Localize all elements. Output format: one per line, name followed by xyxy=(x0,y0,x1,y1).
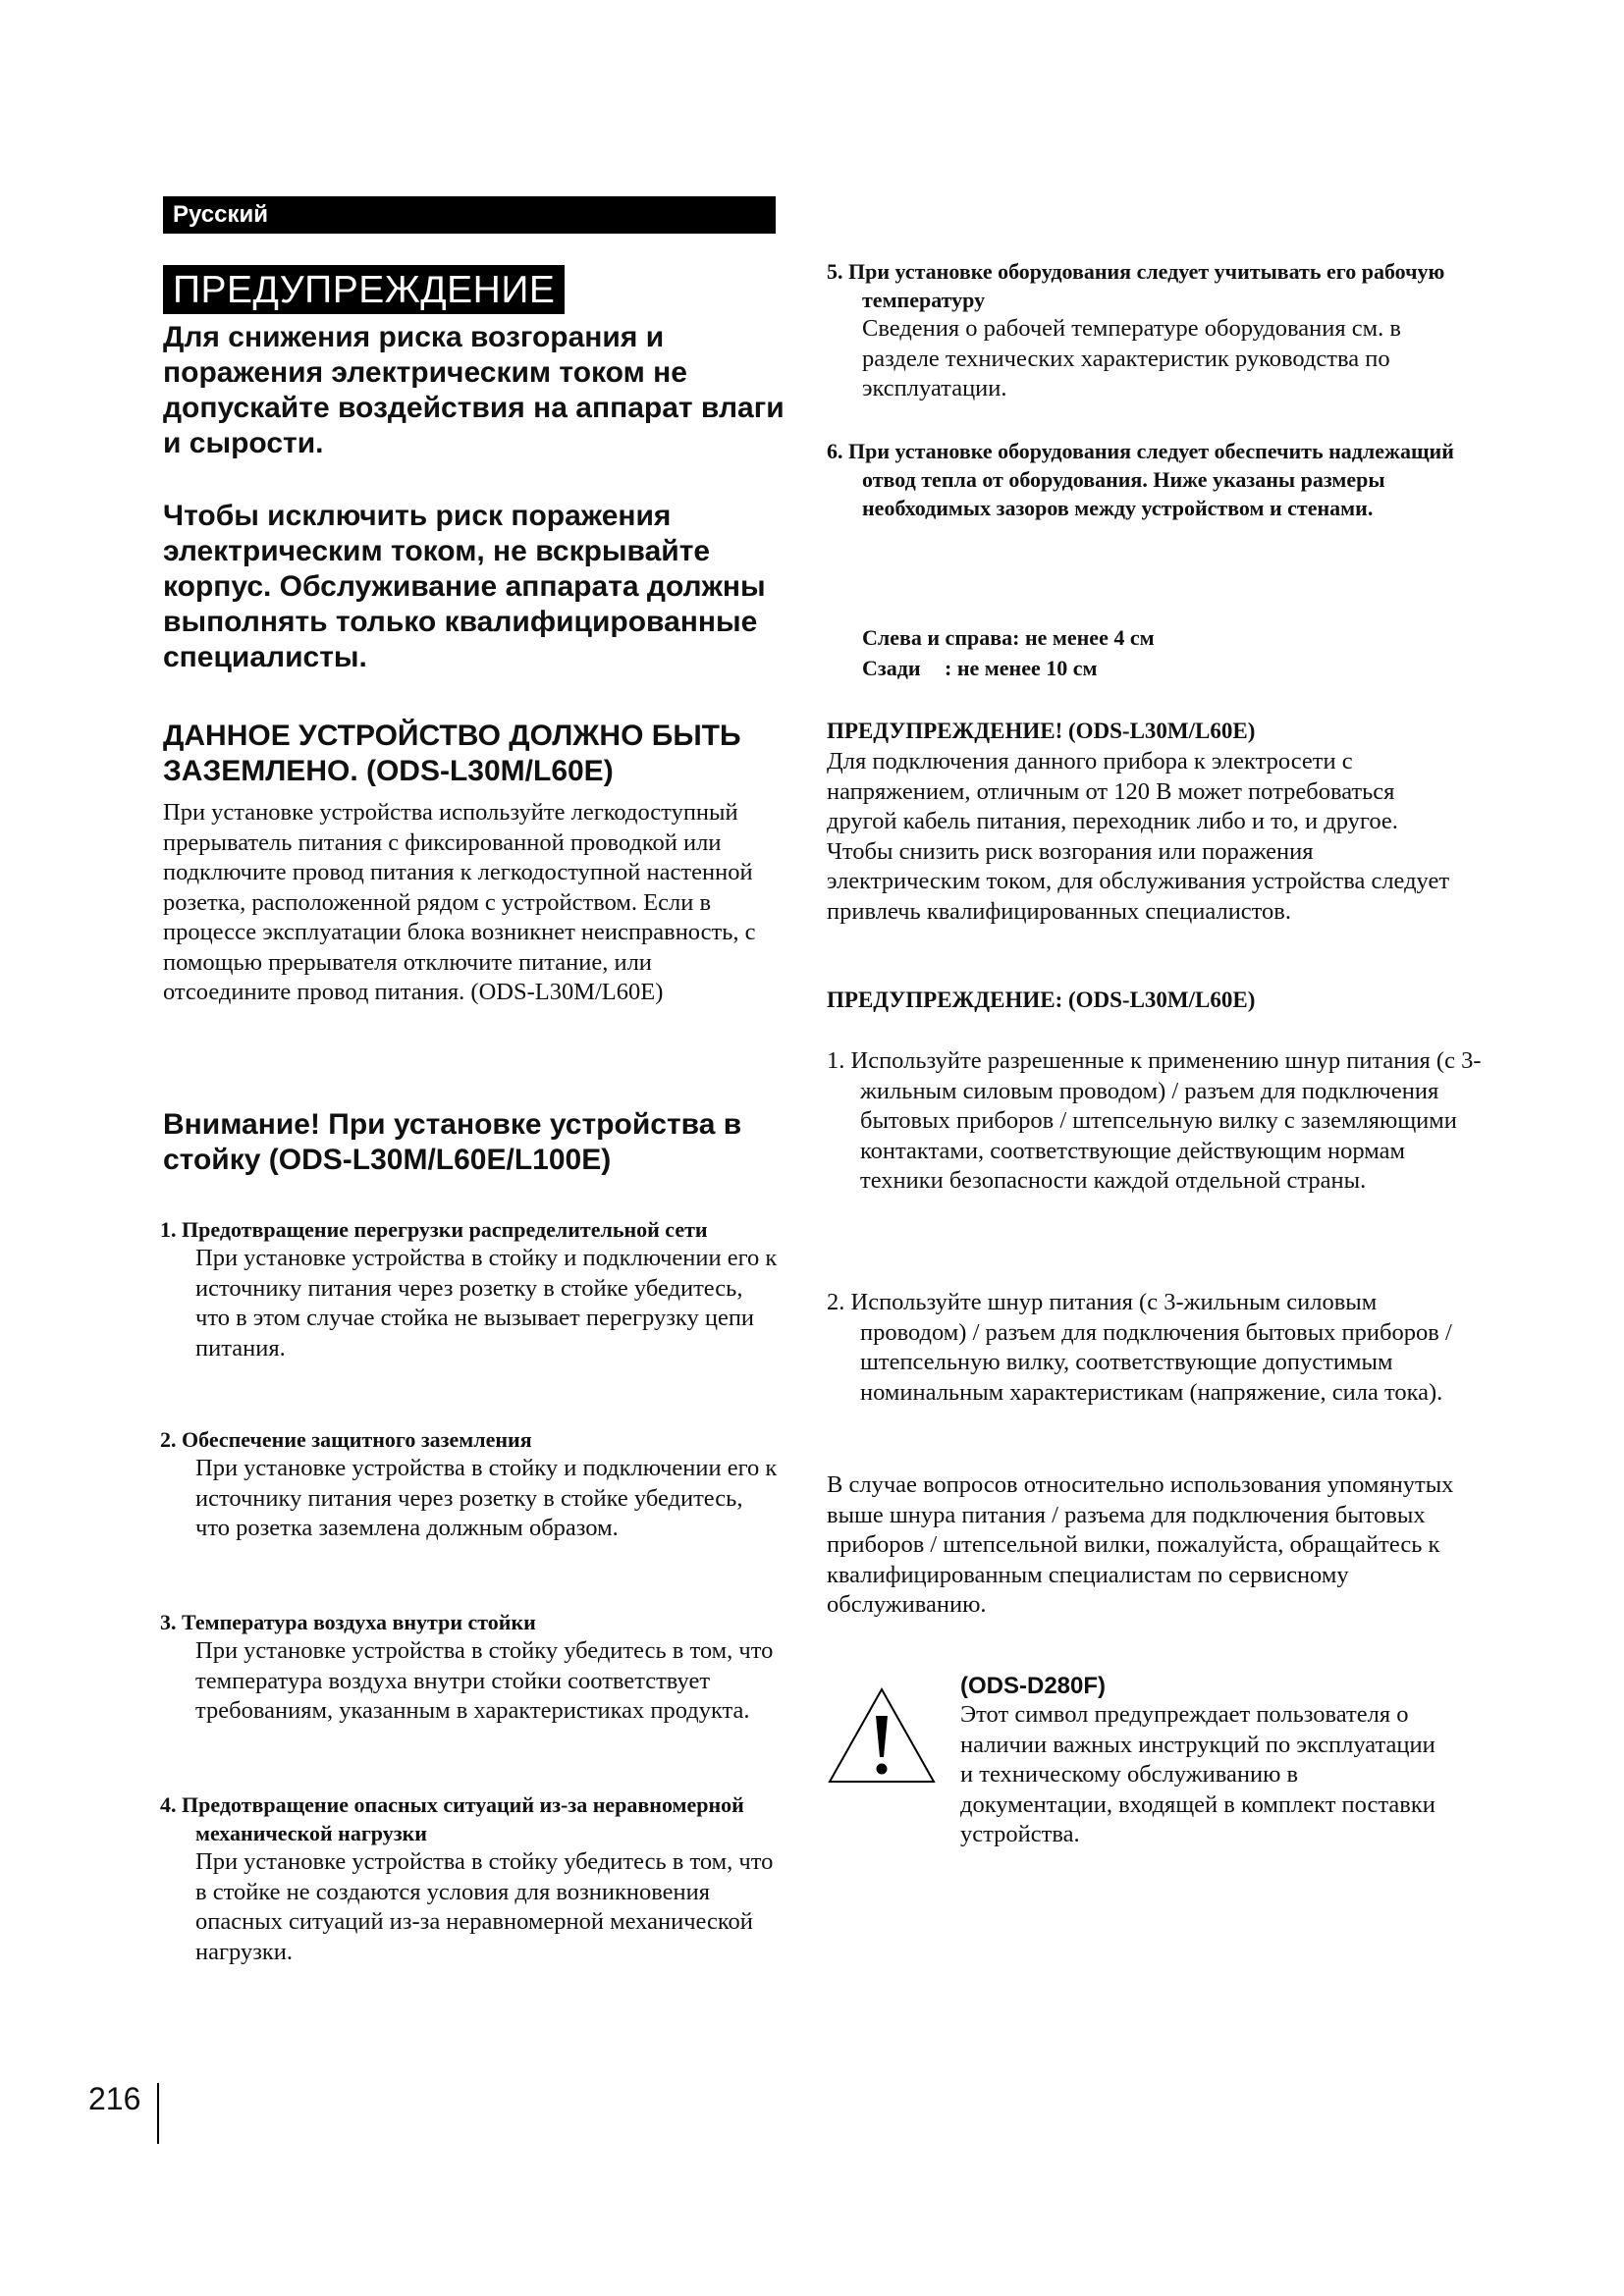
language-tab: Русский xyxy=(163,196,776,234)
rack-item-body: При установке устройства в стойку и подключении его к источнику питания через розетку в стойке убедитесь, что розетка заземлена должным образом. xyxy=(195,1455,778,1541)
clearance-label: Слева и справа: xyxy=(862,625,1020,650)
rack-item-5 xyxy=(827,257,1455,404)
warning-paragraph-moisture: Для снижения риска возгорания и поражения электрическим током не допускайте воздействия на аппарат влаги и сырости. xyxy=(163,321,785,459)
clearance-row-sides xyxy=(862,622,1155,653)
grounding-body: При установке устройства используйте легкодоступный прерыватель питания с фиксированной проводкой или подключите провод питания к легкодоступной настенной розетка, расположенной рядом с устройством. Если в процессе эксплуатации блока возникнет неисправность, с помощью прерывателя отключите питание, или отсоедините провод питания. (ODS-L30M/L60E) xyxy=(163,799,756,1005)
rack-item-body: При установке устройства в стойку и подключении его к источнику питания через розетку в стойке убедитесь, что в этом случае стойка не вызывает перегрузку цепи питания. xyxy=(195,1245,778,1362)
grounding-heading: ДАННОЕ УСТРОЙСТВО ДОЛЖНО БЫТЬ ЗАЗЕМЛЕНО. (ODS-L30M/L60E) xyxy=(163,720,741,787)
page-number: 216 xyxy=(88,2081,141,2116)
d280f-body: Этот символ предупреждает пользователя о наличии важных инструкций по эксплуатации и техническому обслуживанию в документации, входящей в комплект поставки устройства. xyxy=(960,1701,1435,1847)
rack-item-title: 4. Предотвращение опасных ситуаций из-за неравномерной механической нагрузки xyxy=(160,1792,744,1845)
rack-item-body: При установке устройства в стойку убедитесь в том, что в стойке не создаются условия для возникновения опасных ситуаций из-за неравномерной механической нагрузки. xyxy=(195,1848,774,1965)
rack-item-body: При установке устройства в стойку убедитесь в том, что температура воздуха внутри стойки соответствует требованиям, указанным в характеристиках продукта. xyxy=(195,1637,774,1724)
cable-warning-body: Для подключения данного прибора к электросети с напряжением, отличным от 120 В может потребоваться другой кабель питания, переходник либо и то, и другое. Чтобы снизить риск возгорания или поражения электрическим током, для обслуживания устройства следует привлечь квалифицированных специалистов. xyxy=(827,748,1450,925)
warning-title: ПРЕДУПРЕЖДЕНИЕ xyxy=(163,265,565,314)
cord-warning-heading: ПРЕДУПРЕЖДЕНИЕ: (ODS-L30M/L60E) xyxy=(827,988,1256,1012)
rack-item-4 xyxy=(160,1790,779,1967)
cord-warning-item-2: 2. Используйте шнур питания (с 3-жильным силовым проводом) / разъем для подключения бытовых приборов / штепсельную вилку, соответствующие допустимым номинальным характеристикам (напряжение, сила тока). xyxy=(827,1289,1452,1406)
rack-item-title: 2. Обеспечение защитного заземления xyxy=(160,1427,532,1452)
clearance-list xyxy=(862,622,1155,683)
rack-item-3 xyxy=(160,1608,779,1727)
page-number-divider xyxy=(157,2083,159,2144)
clearance-value: не менее 4 см xyxy=(1024,625,1155,650)
rack-item-body: Сведения о рабочей температуре оборудования см. в разделе технических характеристик руководства по эксплуатации. xyxy=(862,315,1401,401)
service-questions: В случае вопросов относительно использования упомянутых выше шнура питания / разъема для подключения бытовых приборов / штепсельной вилки, пожалуйста, обращайтесь к квалифицированным специалистам по сервисному обслуживанию. xyxy=(827,1471,1454,1618)
rack-item-2 xyxy=(160,1425,779,1544)
rack-item-title: 6. При установке оборудования следует обеспечить надлежащий отвод тепла от оборудования. Ниже указаны размеры необходимых зазоров между устройством и стенами. xyxy=(827,439,1454,520)
warning-paragraph-enclosure: Чтобы исключить риск поражения электрическим током, не вскрывайте корпус. Обслуживание аппарата должны выполнять только квалифицированные специалисты. xyxy=(163,500,766,673)
rack-heading: Внимание! При установке устройства в стойку (ODS-L30M/L60E/L100E) xyxy=(163,1108,742,1176)
cord-warning-item-1: 1. Используйте разрешенные к применению шнур питания (с 3-жильным силовым проводом) / разъем для подключения бытовых приборов / штепсельную вилку с заземляющими контактами, соответствующие действующим нормам техники безопасности каждой отдельной страны. xyxy=(827,1047,1482,1194)
rack-item-6 xyxy=(827,437,1455,522)
rack-item-title: 5. При установке оборудования следует учитывать его рабочую температуру xyxy=(827,259,1445,312)
d280f-heading: (ODS-D280F) xyxy=(960,1673,1107,1699)
clearance-value: : не менее 10 см xyxy=(945,656,1098,680)
rack-item-1 xyxy=(160,1215,779,1363)
rack-item-title: 3. Температура воздуха внутри стойки xyxy=(160,1610,536,1634)
clearance-label: Сзади xyxy=(862,656,921,680)
clearance-row-back xyxy=(862,653,1155,683)
rack-item-title: 1. Предотвращение перегрузки распределительной сети xyxy=(160,1217,708,1242)
cable-warning-heading: ПРЕДУПРЕЖДЕНИЕ! (ODS-L30M/L60E) xyxy=(827,719,1256,743)
warning-triangle-icon xyxy=(827,1686,937,1785)
